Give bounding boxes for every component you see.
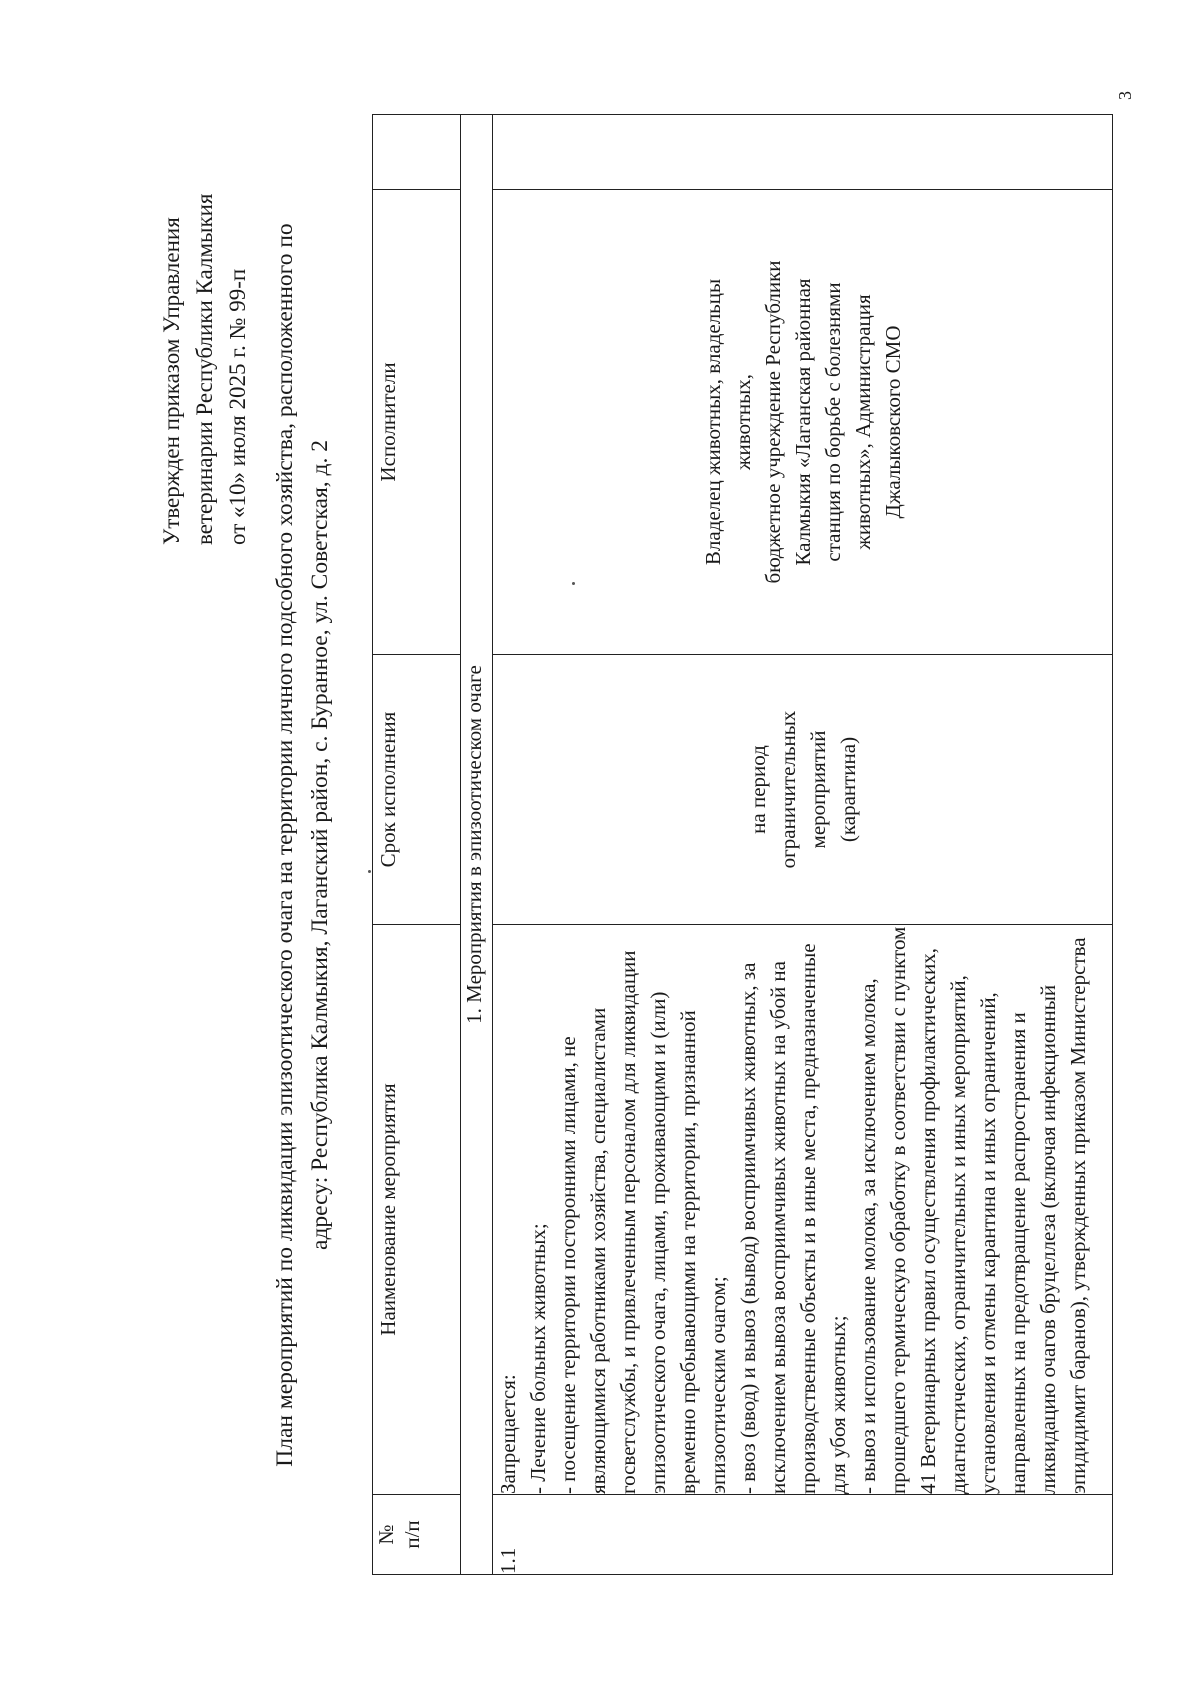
section-row xyxy=(461,115,493,1575)
plan-title-line: План мероприятий по ликвидации эпизоотического очага на территории личного подсобного хозяйства, расположенного по xyxy=(272,223,298,1467)
measure-line: - вывоз и использование молока, за исключением молока, xyxy=(856,978,880,1494)
measure-line: - ввоз (ввод) и вывоз (вывод) восприимчивых животных, за xyxy=(736,962,760,1494)
header-number xyxy=(373,1495,461,1575)
executor-line: станция по борьбе с болезнями xyxy=(820,282,845,562)
header-number-line: п/п xyxy=(400,1520,424,1549)
measure-line: эпизоотического очага, лицами, проживающими и (или) xyxy=(646,991,670,1494)
approval-line: от «10» июля 2025 г. № 99-п xyxy=(225,268,250,545)
approval-stamp-text xyxy=(155,75,254,545)
scan-speck xyxy=(368,870,371,873)
measure-line: Запрещается: xyxy=(496,1374,520,1494)
table-header-row xyxy=(373,115,461,1575)
row-number: 1.1 xyxy=(493,1495,1113,1575)
measure-line: диагностических, ограничительных и иных мероприятий, xyxy=(946,975,970,1494)
measure-line: исключением вывоза восприимчивых животных на убой на xyxy=(766,961,790,1494)
executor-line: Калмыкия «Лаганская районная xyxy=(790,278,815,566)
term-line: ограничительных xyxy=(775,710,800,869)
measure-line: ликвидацию очагов бруцеллеза (включая инфекционный xyxy=(1036,984,1060,1494)
measure-line: производственные объекты и в иные места, предназначенные xyxy=(796,943,820,1494)
measure-line: направленных на предотвращение распространения и xyxy=(1006,1012,1030,1494)
header-term: Срок исполнения xyxy=(373,655,461,925)
measure-line: временно пребывающими на территории, признанной xyxy=(676,1010,700,1494)
executor-line: животных», Администрация xyxy=(850,294,875,550)
term-line: мероприятий xyxy=(805,730,830,849)
executor-line: Владелец животных, владельцы xyxy=(700,278,725,566)
measure-line: являющимися работниками хозяйства, специалистами xyxy=(586,1007,610,1494)
term-line: (карантина) xyxy=(835,736,860,843)
section-title: 1. Мероприятия в эпизоотическом очаге xyxy=(461,115,493,1575)
measure-line: установления и отмены карантина и иных ограничений, xyxy=(976,992,1000,1494)
term-line: на период xyxy=(745,745,770,834)
measure-line: эпизоотическим очагом; xyxy=(706,1276,730,1494)
executor-line: Джалыковского СМО xyxy=(880,325,905,519)
plan-title xyxy=(268,115,338,1575)
plan-title-line: адресу: Республика Калмыкия, Лаганский район, с. Буранное, ул. Советская, д. 2 xyxy=(307,440,333,1250)
measures-table xyxy=(372,114,1113,1575)
measure-description xyxy=(493,925,1113,1495)
executor-line: животных, xyxy=(730,373,755,471)
header-number-line: № xyxy=(374,1524,398,1545)
measure-line: - посещение территории посторонними лицами, не xyxy=(556,1036,580,1494)
empty-cell xyxy=(493,115,1113,190)
scan-speck xyxy=(572,582,575,585)
measure-line: эпидидимит баранов), утвержденных приказом Министерства xyxy=(1066,937,1090,1494)
table-row xyxy=(493,115,1113,1575)
approval-line: ветеринарии Республики Калмыкия xyxy=(192,193,217,545)
measure-line: - Лечение больных животных; xyxy=(526,1223,550,1494)
measure-line: 41 Ветеринарных правил осуществления профилактических, xyxy=(916,948,940,1494)
header-executors: Исполнители xyxy=(373,190,461,655)
page-number: 3 xyxy=(1115,91,1135,100)
measure-line: прошедшего термическую обработку в соответствии с пунктом xyxy=(886,926,910,1494)
approval-line: Утвержден приказом Управления xyxy=(159,217,184,545)
header-empty-cell xyxy=(373,115,461,190)
measure-line: госветслужбы, и привлеченным персоналом для ликвидации xyxy=(616,950,640,1494)
measure-line: для убоя животных; xyxy=(826,1315,850,1494)
executor-line: бюджетное учреждение Республики xyxy=(760,260,785,584)
header-measure-name: Наименование мероприятия xyxy=(373,925,461,1495)
term-cell xyxy=(493,655,1113,925)
executors-cell xyxy=(493,190,1113,655)
